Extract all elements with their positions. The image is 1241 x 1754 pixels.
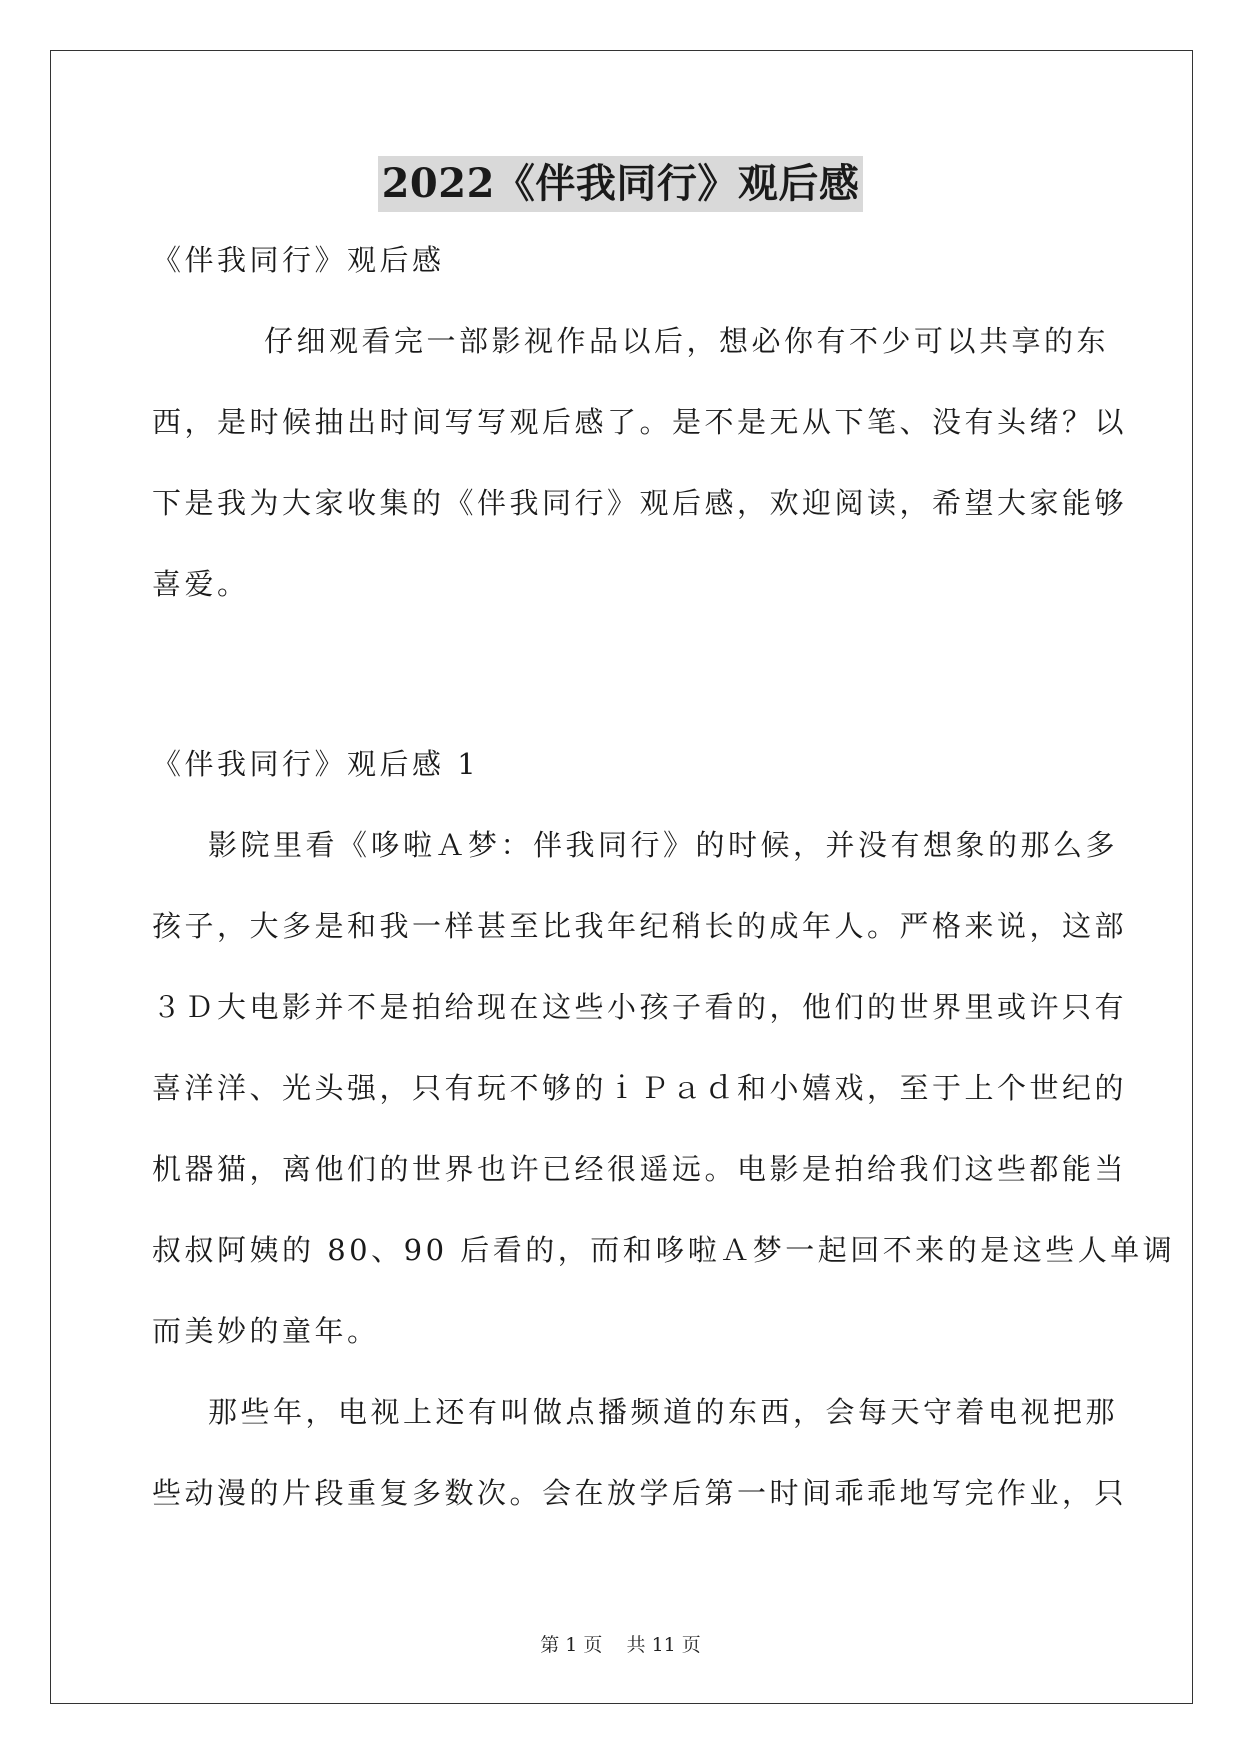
page-footer <box>0 1630 1241 1657</box>
section-heading: 《伴我同行》观后感 1 <box>152 747 480 781</box>
intro-line: 下是我为大家收集的《伴我同行》观后感，欢迎阅读，希望大家能够 <box>152 486 1128 520</box>
section-spacer <box>152 637 1092 736</box>
paragraph-line: 机器猫，离他们的世界也许已经很遥远。电影是拍给我们这些都能当 <box>152 1152 1128 1186</box>
intro-line: 喜爱。 <box>152 567 250 601</box>
document-body <box>152 232 1176 1546</box>
paragraph-line: 喜洋洋、光头强，只有玩不够的ｉＰａｄ和小嬉戏，至于上个世纪的 <box>152 1071 1128 1105</box>
intro-line: 仔细观看完一部影视作品以后，想必你有不少可以共享的东 <box>264 324 1110 358</box>
paragraph-line: 而美妙的童年。 <box>152 1314 380 1348</box>
paragraph-line: 影院里看《哆啦Ａ梦：伴我同行》的时候，并没有想象的那么多 <box>208 828 1119 862</box>
paragraph-line: 孩子，大多是和我一样甚至比我年纪稍长的成年人。严格来说，这部 <box>152 909 1128 943</box>
document-title: 2022《伴我同行》观后感 <box>378 156 864 212</box>
paragraph-line: 那些年，电视上还有叫做点播频道的东西，会每天守着电视把那 <box>208 1395 1119 1429</box>
page-number: 第 1 页 共 11 页 <box>540 1634 701 1656</box>
paragraph-line: 些动漫的片段重复多数次。会在放学后第一时间乖乖地写完作业，只 <box>152 1476 1128 1510</box>
title-wrap <box>0 156 1241 212</box>
paragraph-line: 叔叔阿姨的 80、90 后看的，而和哆啦Ａ梦一起回不来的是这些人单调 <box>152 1233 1176 1267</box>
subtitle: 《伴我同行》观后感 <box>152 243 445 277</box>
paragraph-line: ３Ｄ大电影并不是拍给现在这些小孩子看的，他们的世界里或许只有 <box>152 990 1128 1024</box>
intro-line: 西，是时候抽出时间写写观后感了。是不是无从下笔、没有头绪？以 <box>152 405 1128 439</box>
